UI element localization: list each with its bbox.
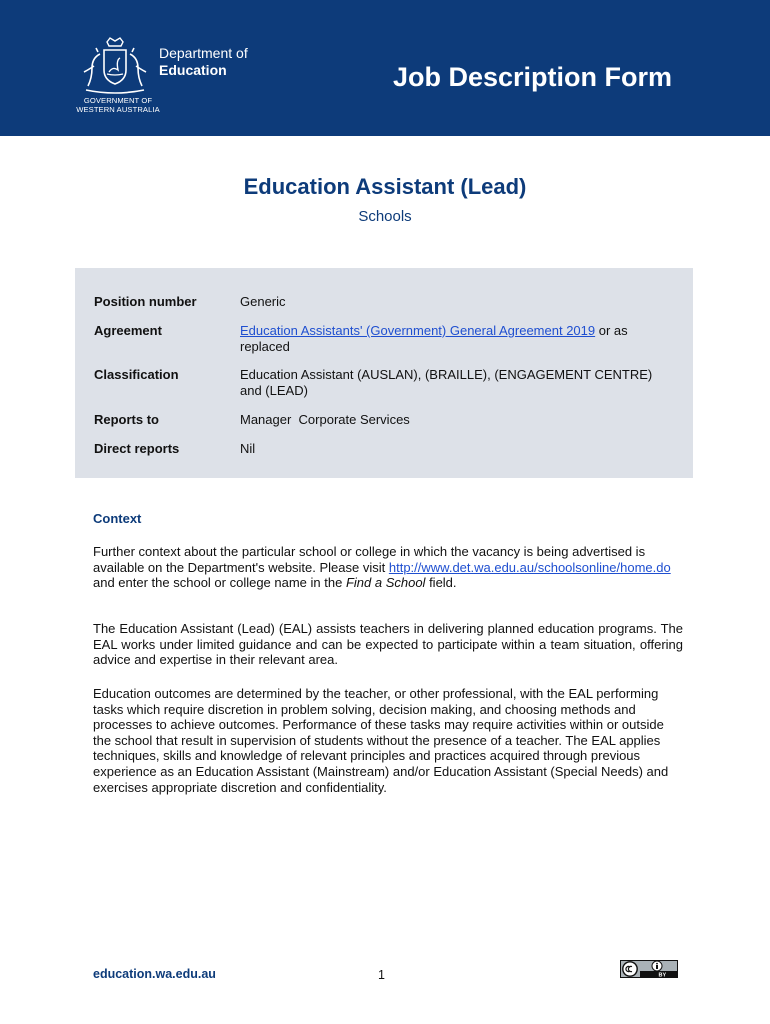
context-paragraph-1: Further context about the particular school or college in which the vacancy is being advertised is available on the Department's website. Please visit http://www.det.wa.edu.au/schoolsonline/home.do and enter the school or college name in the Find a School field.	[93, 544, 671, 591]
reports-to-value: Manager Corporate Services	[240, 412, 410, 427]
job-title: Education Assistant (Lead)	[243, 174, 527, 199]
classification-label: Classification	[94, 367, 179, 382]
wa-government-crest-icon	[80, 36, 150, 96]
cc-by-license-icon	[620, 960, 678, 978]
department-name: Department of Education	[159, 45, 248, 78]
position-number-label: Position number	[94, 294, 197, 309]
license-text: BY	[658, 972, 667, 978]
context-paragraph-2: The Education Assistant (Lead) (EAL) assists teachers in delivering planned education programs. The EAL works under limited guidance and can be expected to participate within a team situation, offering advice and expertise in their relevant area.	[93, 621, 683, 668]
government-label: GOVERNMENT OF WESTERN AUSTRALIA	[76, 96, 160, 114]
agreement-label: Agreement	[94, 323, 162, 338]
header-band	[0, 0, 770, 136]
job-subtitle: Schools	[358, 208, 412, 225]
schools-online-link[interactable]: http://www.det.wa.edu.au/schoolsonline/home.do	[388, 559, 671, 575]
direct-reports-label: Direct reports	[94, 441, 180, 456]
footer-website: education.wa.edu.au	[93, 967, 216, 981]
context-paragraph-3: Education outcomes are determined by the teacher, or other professional, with the EAL performing tasks which require discretion in problem solving, decision making, and choosing methods and processes to achieve outcomes. Performance of these tasks may require activities within or outside the school that result in supervision of students without the presence of a teacher. The EAL applies techniques, skills and knowledge of relevant principles and practices acquired through previous experience as an Education Assistant (Mainstream) and/or Education Assistant (Special Needs) and exercises appropriate discretion and confidentiality.	[93, 686, 669, 795]
form-title: Job Description Form	[393, 62, 673, 92]
classification-value: Education Assistant (AUSLAN), (BRAILLE), (ENGAGEMENT CENTRE) and (LEAD)	[240, 367, 653, 398]
direct-reports-value: Nil	[240, 441, 256, 456]
position-details-panel	[75, 268, 693, 478]
context-heading: Context	[93, 511, 142, 526]
reports-to-label: Reports to	[94, 412, 159, 427]
agreement-value	[240, 323, 675, 355]
agreement-link[interactable]: Education Assistants' (Government) General Agreement 2019	[240, 323, 596, 338]
agreement-suffix: or as replaced	[240, 323, 628, 354]
position-number-value: Generic	[240, 294, 286, 309]
page-number: 1	[378, 968, 385, 982]
